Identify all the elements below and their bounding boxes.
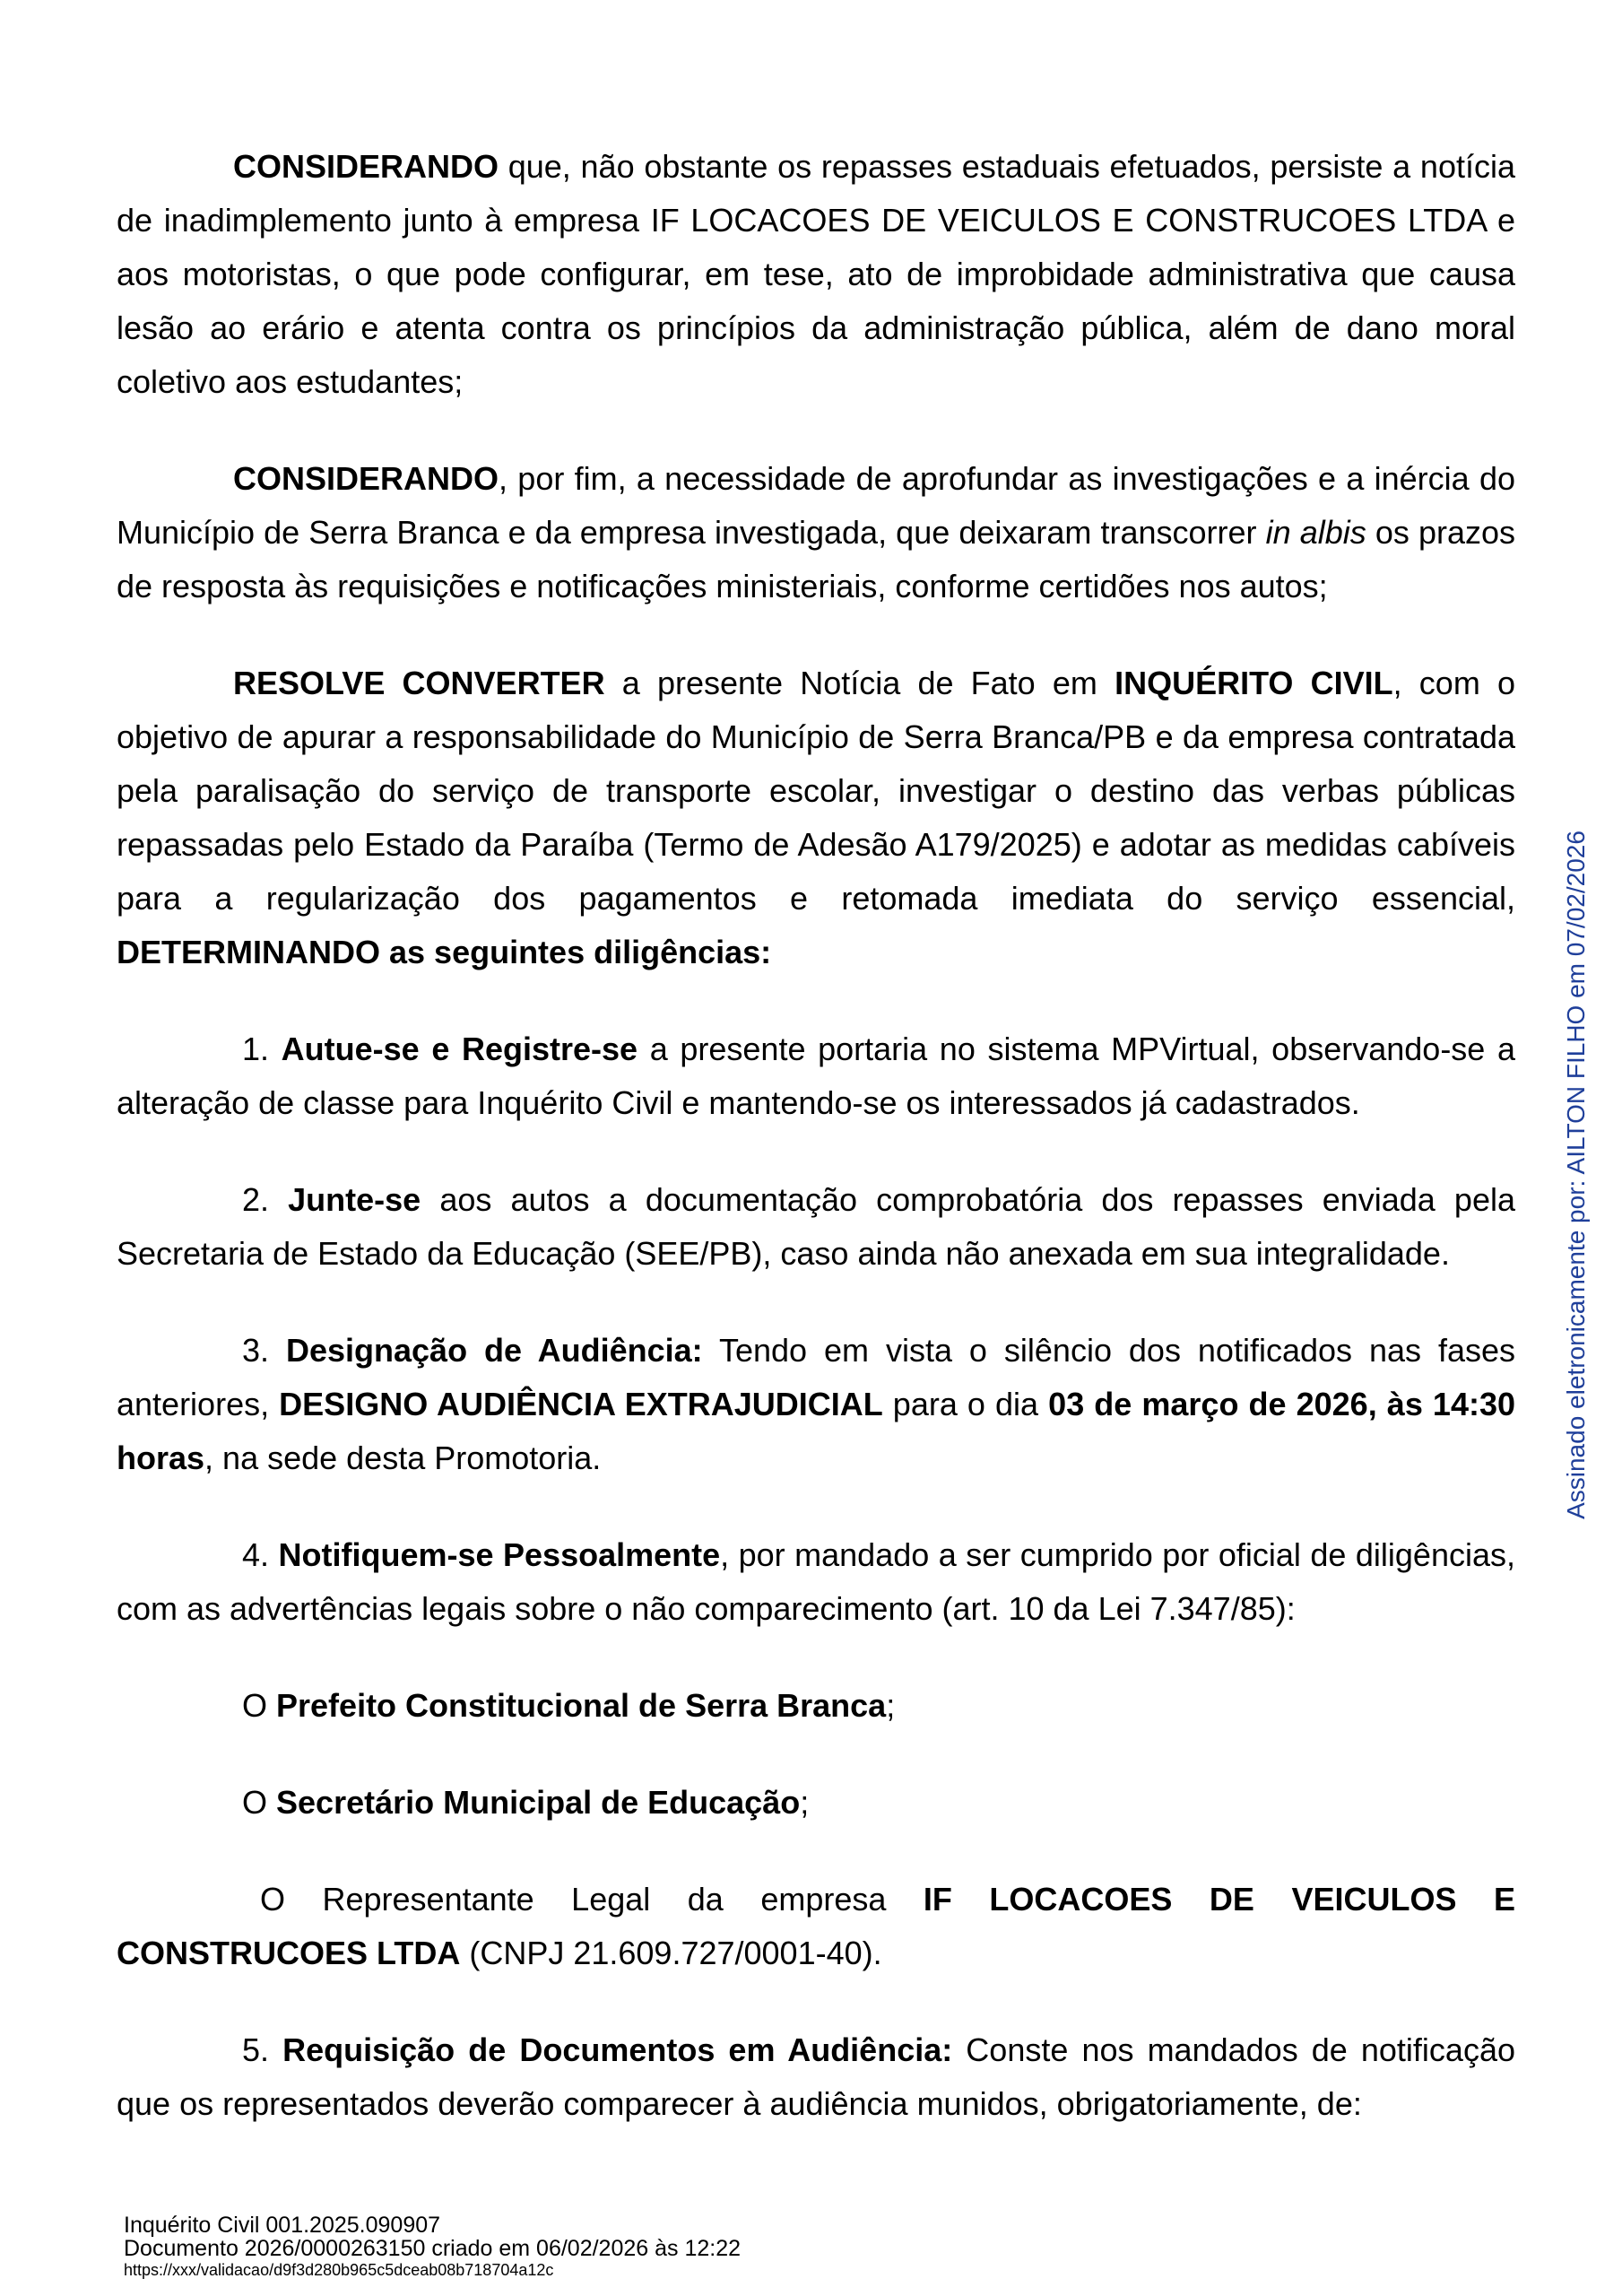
item-text: , na sede desta Promotoria.: [204, 1439, 602, 1476]
document-footer: [124, 2213, 741, 2280]
item-heading: Notifiquem-se Pessoalmente: [278, 1536, 721, 1573]
item-text: a presente portaria no sistema MPVirtual, observando-se a alteração de classe para Inquérito Civil e mantendo-se os interessados já cadastrados.: [117, 1031, 1515, 1121]
document-body: [117, 140, 1515, 2174]
item-text: Conste nos mandados de notificação que os representados deverão comparecer à audiência munidos, obrigatoriamente, de:: [117, 2031, 1515, 2122]
diligence-item-1: [117, 1022, 1515, 1130]
paragraph-text: , com o objetivo de apurar a responsabilidade do Município de Serra Branca/PB e da empresa contratada pela paralisação do serviço de transporte escolar, investigar o destino das verbas públicas repassadas pelo Estado da Paraíba (Termo de Adesão A179/2025) e adotar as medidas cabíveis para a regularização dos pagamentos e retomada imediata do serviço essencial,: [117, 665, 1516, 917]
item-number: 2.: [242, 1181, 289, 1218]
footer-validation-url: https://xxx/validacao/d9f3d280b965c5dceab08b718704a12c: [124, 2261, 554, 2279]
paragraph-considerando-inadimplemento: [117, 140, 1515, 409]
item-heading: Autue-se e Registre-se: [281, 1031, 638, 1067]
diligence-item-2: [117, 1173, 1515, 1281]
recipient-suffix: ;: [800, 1784, 810, 1821]
footer-document-info: Documento 2026/0000263150 criado em 06/02/2026 às 12:22: [124, 2236, 742, 2261]
bold-considerando: CONSIDERANDO: [233, 460, 499, 497]
item-text: aos autos a documentação comprobatória dos repasses enviada pela Secretaria de Estado da Educação (SEE/PB), caso ainda não anexada em sua integralidade.: [117, 1181, 1515, 1272]
paragraph-text: a presente Notícia de Fato em: [604, 665, 1115, 701]
recipient-name: IF LOCACOES DE VEICULOS E CONSTRUCOES LTDA: [117, 1881, 1515, 1971]
paragraph-resolve-converter: [117, 657, 1515, 979]
item-text: Tendo em vista o silêncio dos notificados nas fases anteriores,: [117, 1332, 1515, 1422]
bold-considerando: CONSIDERANDO: [233, 148, 499, 185]
item-text: , por mandado a ser cumprido por oficial de diligências, com as advertências legais sobre o não comparecimento (art. 10 da Lei 7.347/85):: [117, 1536, 1515, 1627]
signature-stamp-text: Assinado eletronicamente por: AILTON FILHO em 07/02/2026: [1562, 831, 1590, 1519]
recipient-empresa: [117, 1873, 1515, 1980]
paragraph-text: que, não obstante os repasses estaduais efetuados, persiste a notícia de inadimplemento junto à empresa IF LOCACOES DE VEICULOS E CONSTRUCOES LTDA e aos motoristas, o que pode configurar, em tese, ato de improbidade administrativa que causa lesão ao erário e atenta contra os princípios da administração pública, além de dano moral coletivo aos estudantes;: [117, 148, 1515, 400]
item-number: 5.: [242, 2031, 283, 2068]
item-number: 1.: [242, 1031, 282, 1067]
diligence-item-3: [117, 1324, 1515, 1485]
recipient-prefix: O: [242, 1784, 277, 1821]
paragraph-considerando-inercia: [117, 452, 1515, 613]
recipient-suffix: ;: [886, 1687, 896, 1724]
item-heading: Junte-se: [288, 1181, 421, 1218]
italic-in-albis: in albis: [1265, 514, 1366, 551]
bold-designo-audiencia: DESIGNO AUDIÊNCIA EXTRAJUDICIAL: [279, 1386, 883, 1422]
paragraph-text: , por fim, a necessidade de aprofundar as investigações e a inércia do Município de Serra Branca e da empresa investigada, que deixaram transcorrer: [117, 460, 1515, 551]
diligence-item-4: [117, 1528, 1515, 1636]
paragraph-text: os prazos de resposta às requisições e notificações ministeriais, conforme certidões nos autos;: [117, 514, 1516, 604]
item-text: para o dia: [882, 1386, 1049, 1422]
bold-audience-date: 03 de março de 2026, às 14:30 horas: [117, 1386, 1515, 1476]
bold-inquerito-civil: INQUÉRITO CIVIL: [1115, 665, 1393, 701]
footer-case-number: Inquérito Civil 001.2025.090907: [124, 2213, 441, 2238]
bold-determinando: DETERMINANDO as seguintes diligências:: [117, 934, 772, 970]
item-number: 3.: [242, 1332, 286, 1369]
recipient-secretario: [117, 1776, 1515, 1830]
recipient-prefeito: [117, 1679, 1515, 1733]
item-number: 4.: [242, 1536, 279, 1573]
bold-resolve-converter: RESOLVE CONVERTER: [233, 665, 605, 701]
recipient-prefix: O Representante Legal da empresa: [260, 1881, 924, 1918]
recipient-name: Prefeito Constitucional de Serra Branca: [276, 1687, 887, 1724]
recipient-suffix: (CNPJ 21.609.727/0001-40).: [460, 1935, 882, 1971]
diligence-item-5: [117, 2023, 1515, 2131]
item-heading: Designação de Audiência:: [285, 1332, 703, 1369]
item-heading: Requisição de Documentos em Audiência:: [282, 2031, 953, 2068]
recipient-prefix: O: [242, 1687, 277, 1724]
recipient-name: Secretário Municipal de Educação: [276, 1784, 801, 1821]
